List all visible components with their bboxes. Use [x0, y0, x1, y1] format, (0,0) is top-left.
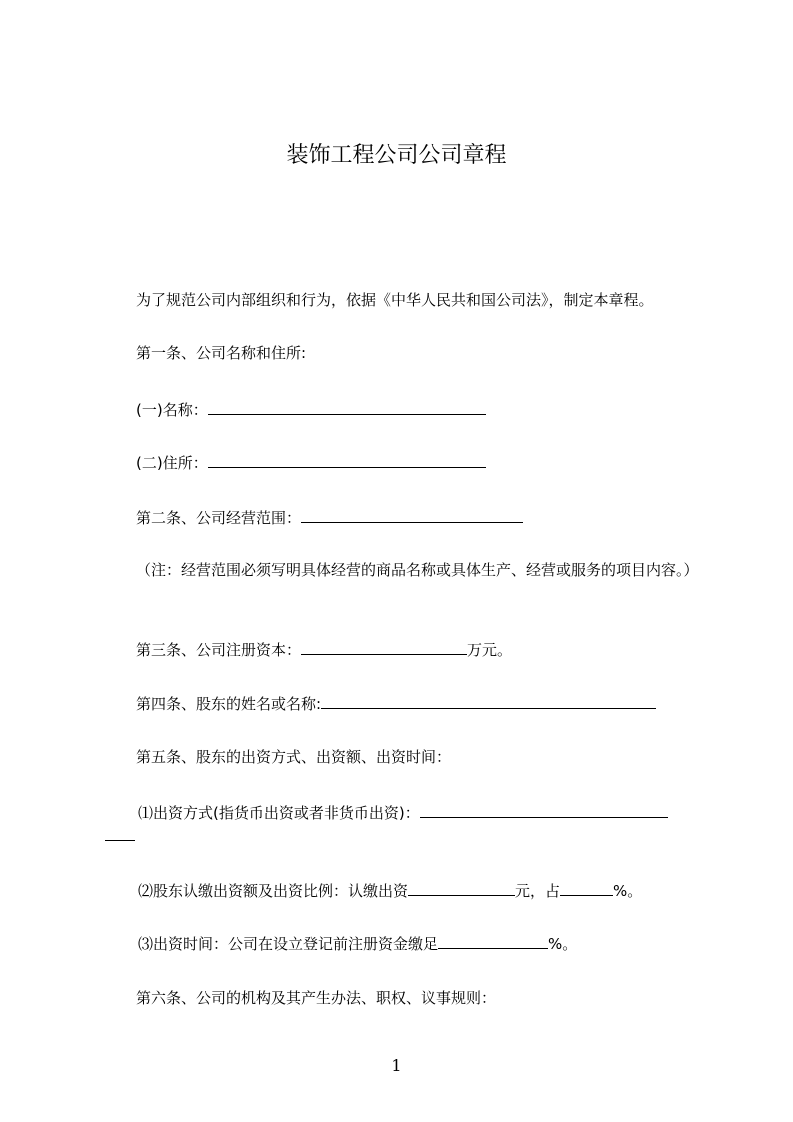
business-scope-blank-field	[301, 505, 523, 523]
contribution-time-label: ⑶出资时间：公司在设立登记前注册资金缴足	[138, 935, 439, 953]
subscribed-amount-mid: 元，占	[515, 882, 561, 900]
preamble: 为了规范公司内部组织和行为，依据《中华人民共和国公司法》，制定本章程。	[136, 291, 654, 309]
address-label: (二)住所：	[136, 454, 208, 472]
business-scope-note: （注：经营范围必须写明具体经营的商品名称或具体生产、经营或服务的项目内容。）	[136, 561, 699, 579]
document-title: 装饰工程公司公司章程	[286, 143, 507, 168]
contribution-method-label: ⑴出资方式(指货币出资或者非货币出资)：	[138, 804, 420, 822]
contribution-ratio-suffix: %。	[613, 882, 643, 900]
address-blank-field	[208, 450, 486, 468]
paid-in-percentage-blank-field	[438, 931, 548, 949]
shareholder-name-blank-field	[321, 691, 656, 709]
contribution-time-suffix: %。	[548, 935, 578, 953]
contribution-method-blank-continuation	[105, 823, 145, 848]
name-blank-field	[208, 397, 486, 415]
page-number: 1	[391, 1056, 402, 1075]
article-2-label: 第二条、公司经营范围：	[136, 509, 302, 527]
article-1-heading: 第一条、公司名称和住所:	[136, 344, 307, 362]
subscribed-amount-label: ⑵股东认缴出资额及出资比例：认缴出资	[138, 882, 409, 900]
article-3-suffix: 万元。	[467, 641, 513, 659]
name-label: (一)名称：	[136, 401, 208, 419]
article-5-heading: 第五条、股东的出资方式、出资额、出资时间：	[136, 748, 452, 766]
article-5-item-3-line	[0, 931, 793, 956]
article-5-item-2-line	[0, 878, 793, 903]
contribution-method-blank-field	[420, 800, 668, 818]
article-4-label: 第四条、股东的姓名或名称:	[136, 695, 322, 713]
article-3-label: 第三条、公司注册资本：	[136, 641, 302, 659]
registered-capital-blank-field	[301, 637, 467, 655]
article-1-address-line	[0, 450, 793, 475]
article-6-heading: 第六条、公司的机构及其产生办法、职权、议事规则：	[136, 989, 497, 1007]
article-3-line	[0, 637, 793, 662]
article-4-line	[0, 691, 793, 716]
article-1-name-line	[0, 397, 793, 422]
article-2-line	[0, 505, 793, 530]
article-5-item-1-line	[0, 800, 793, 825]
subscribed-amount-blank-field	[408, 878, 515, 896]
contribution-ratio-blank-field	[560, 878, 613, 896]
